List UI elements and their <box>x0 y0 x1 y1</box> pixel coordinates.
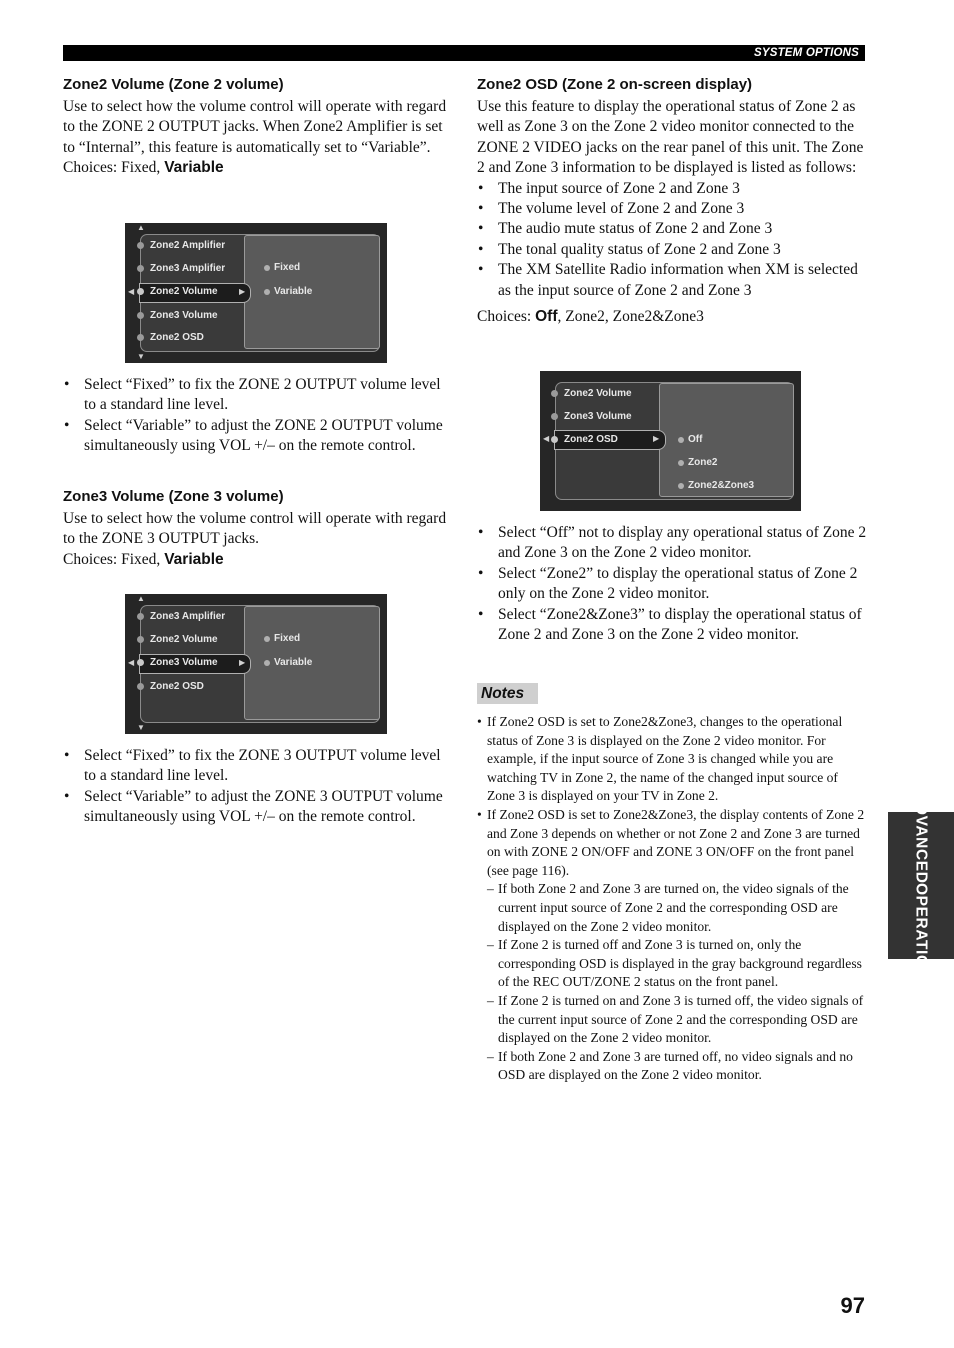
left-arrow-icon: ◀ <box>128 658 135 667</box>
osd-menu-item[interactable]: Zone3 Volume <box>564 411 632 422</box>
note-item: • If Zone2 OSD is set to Zone2&Zone3, changes to the operational status of Zone 3 is displayed on the Zone 2 video monitor. For example, if the input source of Zone 3 is changed while you are watching TV in Zone 2, the name of the changed input source of Zone 3 is displayed on your TV in Zone 2. <box>477 714 843 804</box>
zone2-volume-choices <box>63 158 453 178</box>
osd-menu-item[interactable]: Zone3 Amplifier <box>150 611 226 622</box>
choices-default: Variable <box>164 550 224 568</box>
menu-bullet-icon <box>137 265 144 272</box>
option-bullet-icon <box>678 483 684 489</box>
up-arrow-icon: ▲ <box>137 594 145 603</box>
osd-option[interactable]: Off <box>688 434 703 445</box>
section-label: SYSTEM OPTIONS <box>753 47 859 59</box>
menu-bullet-icon <box>137 312 144 319</box>
zone2-osd-info-list <box>477 179 867 301</box>
zone2-osd-bullets <box>477 523 867 645</box>
note-text: If Zone2 OSD is set to Zone2&Zone3, the display contents of Zone 2 and Zone 3 depends on whether or not Zone 2 and Zone 3 are turned on with ZONE 2 ON/OFF and ZONE 3 ON/OFF on the front panel (see page 116). <box>487 806 865 878</box>
osd-screen-zone2-osd <box>540 371 801 511</box>
option-bullet-icon <box>264 289 270 295</box>
bullet-item: • Select “Zone2” to display the operational status of Zone 2 only on the Zone 2 video monitor. <box>477 564 867 605</box>
osd-option[interactable]: Zone2 <box>688 457 718 468</box>
option-bullet-icon <box>678 437 684 443</box>
osd-menu-item[interactable]: Zone2 Volume <box>564 388 632 399</box>
down-arrow-icon: ▼ <box>137 723 145 732</box>
list-item: • The XM Satellite Radio information when XM is selected as the input source of Zone 2 and Zone 3 <box>477 260 867 301</box>
osd-option[interactable]: Zone2&Zone3 <box>688 480 755 491</box>
zone2-volume-heading: Zone2 Volume (Zone 2 volume) <box>63 76 284 93</box>
bullet-item: • Select “Off” not to display any operational status of Zone 2 and Zone 3 on the Zone 2 video monitor. <box>477 523 867 564</box>
note-sub-text: If both Zone 2 and Zone 3 are turned on, the video signals of the current input source of Zone 2 and the corresponding OSD are displayed on the Zone 2 video monitor. <box>498 881 849 934</box>
menu-bullet-icon <box>551 436 558 443</box>
left-arrow-icon: ◀ <box>543 434 550 443</box>
side-tab-label <box>888 791 954 980</box>
zone2-volume-section <box>63 75 453 179</box>
menu-bullet-icon <box>137 242 144 249</box>
osd-menu-item-selected[interactable]: Zone3 Volume <box>150 657 218 668</box>
menu-bullet-icon <box>137 613 144 620</box>
option-bullet-icon <box>264 265 270 271</box>
list-item: • The volume level of Zone 2 and Zone 3 <box>477 199 867 219</box>
choices-default: Variable <box>164 159 224 177</box>
right-arrow-icon: ▶ <box>239 287 246 296</box>
osd-menu-item[interactable]: Zone3 Volume <box>150 310 218 321</box>
note-sub-item: – If Zone 2 is turned on and Zone 3 is turned off, the video signals of the current input source of Zone 2 and the corresponding OSD are displayed on the Zone 2 video monitor. <box>487 992 864 1046</box>
page-number: 97 <box>840 1293 865 1318</box>
osd-menu-item[interactable]: Zone3 Amplifier <box>150 263 226 274</box>
header-bar <box>63 45 865 61</box>
list-item: • The tonal quality status of Zone 2 and Zone 3 <box>477 240 867 260</box>
option-bullet-icon <box>264 660 270 666</box>
side-tab-advanced-operation[interactable] <box>888 791 954 980</box>
bullet-item: • Select “Zone2&Zone3” to display the operational status of Zone 2 and Zone 3 on the Zone 2 video monitor. <box>477 605 867 646</box>
notes-label: Notes <box>477 683 538 704</box>
zone3-volume-description: Use to select how the volume control will operate with regard to the ZONE 3 OUTPUT jacks. <box>63 510 447 548</box>
list-item: • The audio mute status of Zone 2 and Zone 3 <box>477 219 867 239</box>
menu-bullet-icon <box>137 288 144 295</box>
note-sub-item: – If Zone 2 is turned off and Zone 3 is turned on, only the corresponding OSD is displayed in the gray background regardless of the REC OUT/ZONE 2 status on the front panel. <box>487 937 862 990</box>
menu-bullet-icon <box>137 683 144 690</box>
option-bullet-icon <box>264 636 270 642</box>
zone2-volume-bullets <box>63 375 453 457</box>
osd-screen-zone3-volume <box>125 594 387 734</box>
osd-menu-item[interactable]: Zone2 OSD <box>150 332 204 343</box>
note-sub-item: – If both Zone 2 and Zone 3 are turned off, no video signals and no OSD are displayed on the Zone 2 video monitor. <box>487 1048 853 1083</box>
zone2-osd-section <box>477 75 867 327</box>
osd-option[interactable]: Fixed <box>274 633 301 644</box>
option-bullet-icon <box>678 460 684 466</box>
zone2-osd-description: Use this feature to display the operational status of Zone 2 as well as Zone 3 on the Zone 2 video monitor connected to the ZONE 2 VIDEO jacks on the rear panel of this unit. The Zone 2 and Zone 3 information to be displayed is listed as follows: <box>477 98 864 177</box>
zone2-volume-description: Use to select how the volume control will operate with regard to the ZONE 2 OUTPUT jacks. When Zone2 Amplifier is set to “Internal”, this feature is automatically set to “Variable”. <box>63 98 447 156</box>
zone2-osd-choices <box>477 307 867 327</box>
bullet-item: • Select “Fixed” to fix the ZONE 2 OUTPUT volume level to a standard line level. <box>63 375 453 416</box>
osd-menu-item-selected[interactable]: Zone2 OSD <box>564 434 618 445</box>
left-arrow-icon: ◀ <box>128 287 135 296</box>
bullet-item: • Select “Fixed” to fix the ZONE 3 OUTPUT volume level to a standard line level. <box>63 746 453 787</box>
list-item: • The input source of Zone 2 and Zone 3 <box>477 179 867 199</box>
note-text: If Zone2 OSD is set to Zone2&Zone3, changes to the operational status of Zone 3 is displayed on the Zone 2 video monitor. For example, if the input source of Zone 3 is changed while you are watching TV in Zone 2, the name of the changed input source of Zone 3 is displayed on your TV in Zone 2. <box>487 714 843 804</box>
menu-bullet-icon <box>137 659 144 666</box>
menu-bullet-icon <box>137 334 144 341</box>
osd-option[interactable]: Variable <box>274 286 313 297</box>
choices-prefix: Choices: <box>477 308 536 326</box>
note-sub-item: – If both Zone 2 and Zone 3 are turned on, the video signals of the current input source of Zone 2 and the corresponding OSD are displayed on the Zone 2 video monitor. <box>487 881 849 934</box>
menu-bullet-icon <box>137 636 144 643</box>
zone3-volume-bullets <box>63 746 453 828</box>
side-tab-line1: ADVANCED <box>912 791 930 884</box>
osd-menu-item[interactable]: Zone2 Amplifier <box>150 240 226 251</box>
choices-prefix: Choices: Fixed, <box>63 550 165 568</box>
osd-screen-zone2-volume <box>125 223 387 363</box>
choices-default: Off <box>535 308 558 326</box>
menu-bullet-icon <box>551 390 558 397</box>
note-item: • If Zone2 OSD is set to Zone2&Zone3, the display contents of Zone 2 and Zone 3 depends on whether or not Zone 2 and Zone 3 are turned on with ZONE 2 ON/OFF and ZONE 3 ON/OFF on the front panel (see page 116). <box>477 806 865 878</box>
bullet-item: • Select “Variable” to adjust the ZONE 2 OUTPUT volume simultaneously using VOL +/– on the remote control. <box>63 416 453 457</box>
osd-menu-item-selected[interactable]: Zone2 Volume <box>150 286 218 297</box>
down-arrow-icon: ▼ <box>137 352 145 361</box>
note-sub-text: If Zone 2 is turned off and Zone 3 is turned on, only the corresponding OSD is displayed in the gray background regardless of the REC OUT/ZONE 2 status on the front panel. <box>498 937 862 990</box>
right-arrow-icon: ▶ <box>653 434 660 443</box>
bullet-item: • Select “Variable” to adjust the ZONE 3 OUTPUT volume simultaneously using VOL +/– on the remote control. <box>63 787 453 828</box>
osd-option[interactable]: Fixed <box>274 262 301 273</box>
right-arrow-icon: ▶ <box>239 658 246 667</box>
zone3-volume-section <box>63 487 453 570</box>
menu-bullet-icon <box>551 413 558 420</box>
note-sub-text: If both Zone 2 and Zone 3 are turned off, no video signals and no OSD are displayed on the Zone 2 video monitor. <box>498 1048 853 1083</box>
up-arrow-icon: ▲ <box>137 223 145 232</box>
zone2-osd-heading: Zone2 OSD (Zone 2 on-screen display) <box>477 76 753 93</box>
choices-prefix: Choices: Fixed, <box>63 159 165 177</box>
note-sub-text: If Zone 2 is turned on and Zone 3 is turned off, the video signals of the current input source of Zone 2 and the corresponding OSD are displayed on the Zone 2 video monitor. <box>498 992 864 1046</box>
zone3-volume-choices <box>63 550 453 570</box>
zone3-volume-heading: Zone3 Volume (Zone 3 volume) <box>63 488 284 505</box>
osd-menu-item[interactable]: Zone2 Volume <box>150 634 218 645</box>
osd-option[interactable]: Variable <box>274 657 313 668</box>
osd-menu-item[interactable]: Zone2 OSD <box>150 681 204 692</box>
side-tab-line2: OPERATION <box>912 883 930 980</box>
choices-rest: , Zone2, Zone2&Zone3 <box>557 308 704 326</box>
notes-section <box>477 713 867 1085</box>
